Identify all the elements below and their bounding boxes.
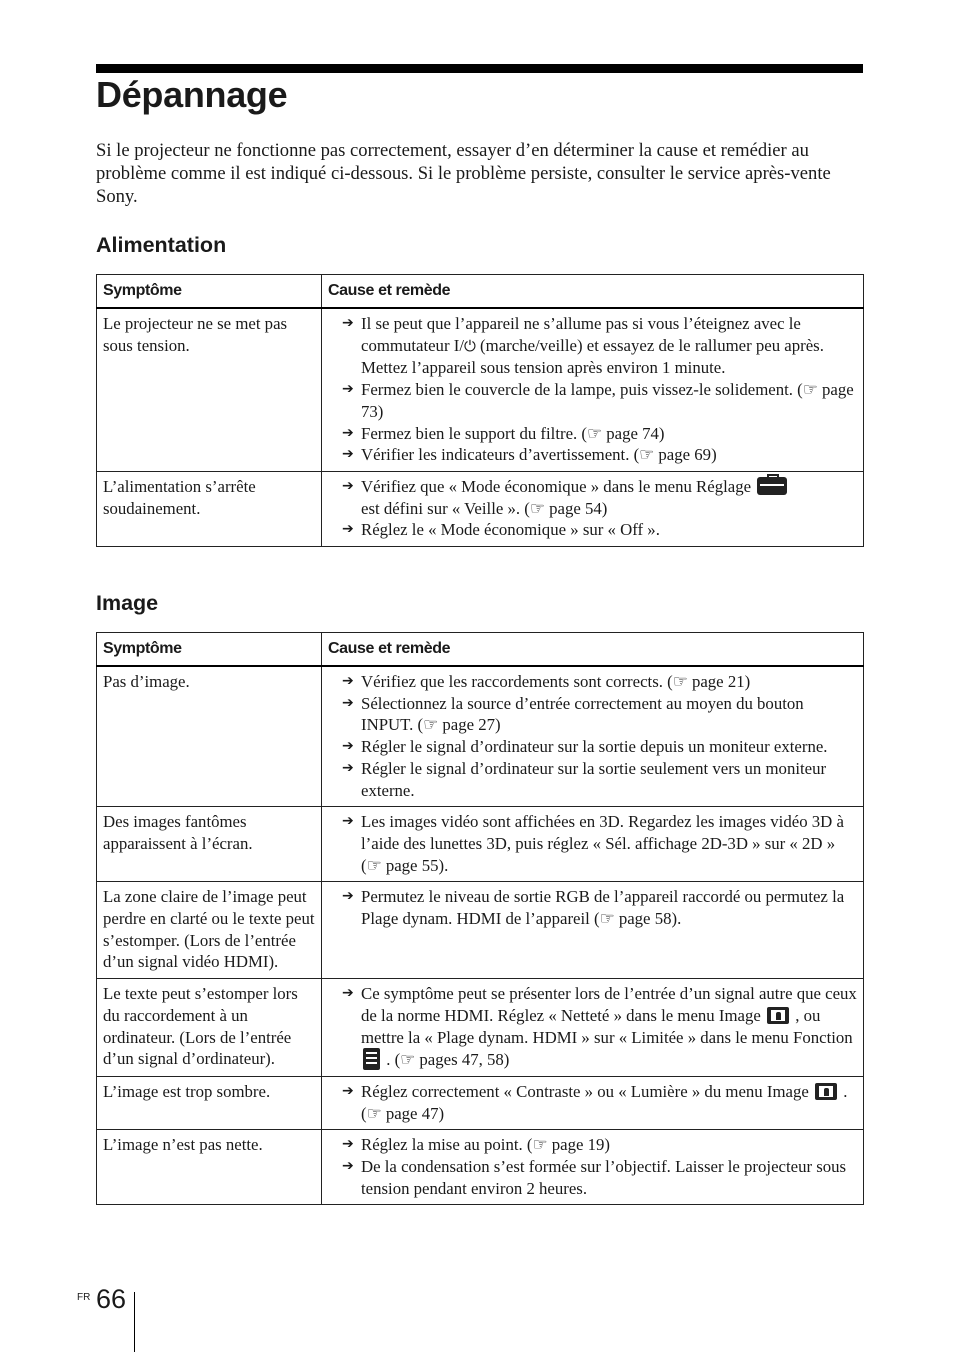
remedy-item: ➔ Réglez correctement « Contraste » ou « Lumière » du menu Image . (☞ page 47) bbox=[342, 1081, 848, 1123]
function-menu-icon bbox=[363, 1048, 380, 1070]
power-standby-icon: ⏻ bbox=[463, 336, 476, 355]
arrow-right-icon: ➔ bbox=[342, 673, 354, 689]
language-code: FR bbox=[77, 1292, 91, 1303]
remedy-item: ➔ Réglez le « Mode économique » sur « Off ». bbox=[342, 520, 660, 540]
remedy-item: ➔ Sélectionnez la source d’entrée correctement au moyen du bouton INPUT. (☞ page 27) bbox=[342, 693, 804, 735]
remedy-item: ➔ Régler le signal d’ordinateur sur la sortie seulement vers un moniteur externe. bbox=[342, 758, 827, 800]
remedy-item: ➔ Permutez le niveau de sortie RGB de l’appareil raccordé ou permutez la Plage dynam. HDMI de l’appareil (☞ page 58). bbox=[342, 887, 845, 929]
header-remedy: Cause et remède bbox=[322, 633, 864, 667]
arrow-right-icon: ➔ bbox=[342, 521, 354, 538]
arrow-right-icon: ➔ bbox=[342, 315, 354, 331]
remedy-item: ➔ Les images vidéo sont affichées en 3D. Regardez les images vidéo 3D à l’aide des lunettes 3D, puis réglez « Sél. affichage 2D-3D » sur « 2D » (☞ page 55). bbox=[342, 812, 844, 875]
arrow-right-icon: ➔ bbox=[342, 985, 354, 1002]
arrow-right-icon: ➔ bbox=[342, 759, 354, 776]
remedy-item: ➔ Fermez bien le couvercle de la lampe, puis vissez-le solidement. (☞ page 73) bbox=[342, 380, 854, 421]
section-heading-image: Image bbox=[96, 591, 159, 615]
table-row bbox=[97, 308, 864, 471]
arrow-right-icon: ➔ bbox=[342, 477, 354, 494]
remedy-cell bbox=[322, 666, 864, 807]
remedy-cell bbox=[322, 882, 864, 979]
remedy-item: ➔ Il se peut que l’appareil ne s’allume pas si vous l’éteignez avec le commutateur I/⏻ (marche/veille) et essayez de le rallumer peu après. Mettez l’appareil sous tension après environ 1 minute. bbox=[342, 314, 824, 378]
arrow-right-icon: ➔ bbox=[342, 1082, 354, 1099]
remedy-item: ➔ Ce symptôme peut se présenter lors de l’entrée d’un signal autre que ceux de la norme HDMI. Réglez « Netteté » dans le menu Image , ou mettre la « Plage dynam. HDMI » sur « Limitée » dans le menu Fonction . (☞ pages 47, 58) bbox=[342, 984, 857, 1070]
arrow-right-icon: ➔ bbox=[342, 381, 354, 398]
symptom-cell: Le projecteur ne se met pas sous tension. bbox=[97, 308, 322, 471]
header-symptom: Symptôme bbox=[97, 275, 322, 309]
symptom-cell: La zone claire de l’image peut perdre en clarté ou le texte peut s’estomper. (Lors de l’entrée d’un signal vidéo HDMI). bbox=[97, 882, 322, 979]
table-row bbox=[97, 471, 864, 546]
power-table bbox=[96, 274, 864, 547]
symptom-cell: Des images fantômes apparaissent à l’écran. bbox=[97, 807, 322, 882]
arrow-right-icon: ➔ bbox=[342, 694, 354, 711]
intro-paragraph: Si le projecteur ne fonctionne pas correctement, essayer d’en déterminer la cause et remédier au problème comme il est indiqué ci-dessous. Si le problème persiste, consulter le service après-vente Sony. bbox=[96, 140, 831, 207]
arrow-right-icon: ➔ bbox=[342, 813, 354, 830]
table-row bbox=[97, 1076, 864, 1129]
remedy-item: ➔ De la condensation s’est formée sur l’objectif. Laisser le projecteur sous tension pendant environ 2 heures. bbox=[342, 1157, 847, 1198]
table-row bbox=[97, 807, 864, 882]
symptom-cell: L’image n’est pas nette. bbox=[97, 1130, 322, 1205]
remedy-cell bbox=[322, 1076, 864, 1129]
symptom-cell: Le texte peut s’estomper lors du raccordement à un ordinateur. (Lors de l’entrée d’un signal d’ordinateur). bbox=[97, 979, 322, 1077]
table-row bbox=[97, 666, 864, 807]
remedy-cell bbox=[322, 979, 864, 1077]
section-heading-power: Alimentation bbox=[96, 233, 227, 257]
remedy-item: ➔ Régler le signal d’ordinateur sur la sortie depuis un moniteur externe. bbox=[342, 737, 828, 757]
toolbox-menu-icon bbox=[757, 477, 787, 495]
table-row bbox=[97, 1130, 864, 1205]
page-number: 66 bbox=[96, 1284, 127, 1314]
arrow-right-icon: ➔ bbox=[342, 1136, 354, 1153]
remedy-item: ➔ Vérifiez que les raccordements sont corrects. (☞ page 21) bbox=[342, 672, 751, 691]
header-symptom: Symptôme bbox=[97, 633, 322, 667]
arrow-right-icon: ➔ bbox=[342, 446, 354, 463]
page-title: Dépannage bbox=[96, 74, 288, 115]
remedy-cell bbox=[322, 308, 864, 471]
table-header-row bbox=[97, 633, 864, 667]
symptom-cell: L’image est trop sombre. bbox=[97, 1076, 322, 1129]
remedy-item: ➔ Vérifiez que « Mode économique » dans le menu Réglage est défini sur « Veille ». (☞ page 54) bbox=[342, 476, 857, 519]
table-row bbox=[97, 882, 864, 979]
arrow-right-icon: ➔ bbox=[342, 738, 354, 755]
arrow-right-icon: ➔ bbox=[342, 424, 354, 441]
image-table bbox=[96, 632, 864, 1205]
arrow-right-icon: ➔ bbox=[342, 888, 354, 905]
footer-rule bbox=[134, 1292, 135, 1352]
picture-menu-icon bbox=[767, 1007, 789, 1024]
table-header-row bbox=[97, 275, 864, 309]
remedy-cell bbox=[322, 471, 864, 546]
remedy-item: ➔ Réglez la mise au point. (☞ page 19) bbox=[342, 1135, 610, 1155]
symptom-cell: Pas d’image. bbox=[97, 666, 322, 807]
header-remedy: Cause et remède bbox=[322, 275, 864, 309]
remedy-cell bbox=[322, 1130, 864, 1205]
table-row bbox=[97, 979, 864, 1077]
picture-menu-icon bbox=[815, 1083, 837, 1100]
remedy-item: ➔ Fermez bien le support du filtre. (☞ page 74) bbox=[342, 423, 665, 443]
remedy-item: ➔ Vérifier les indicateurs d’avertissement. (☞ page 69) bbox=[342, 445, 717, 465]
symptom-cell: L’alimentation s’arrête soudainement. bbox=[97, 471, 322, 546]
remedy-cell bbox=[322, 807, 864, 882]
arrow-right-icon: ➔ bbox=[342, 1158, 354, 1175]
